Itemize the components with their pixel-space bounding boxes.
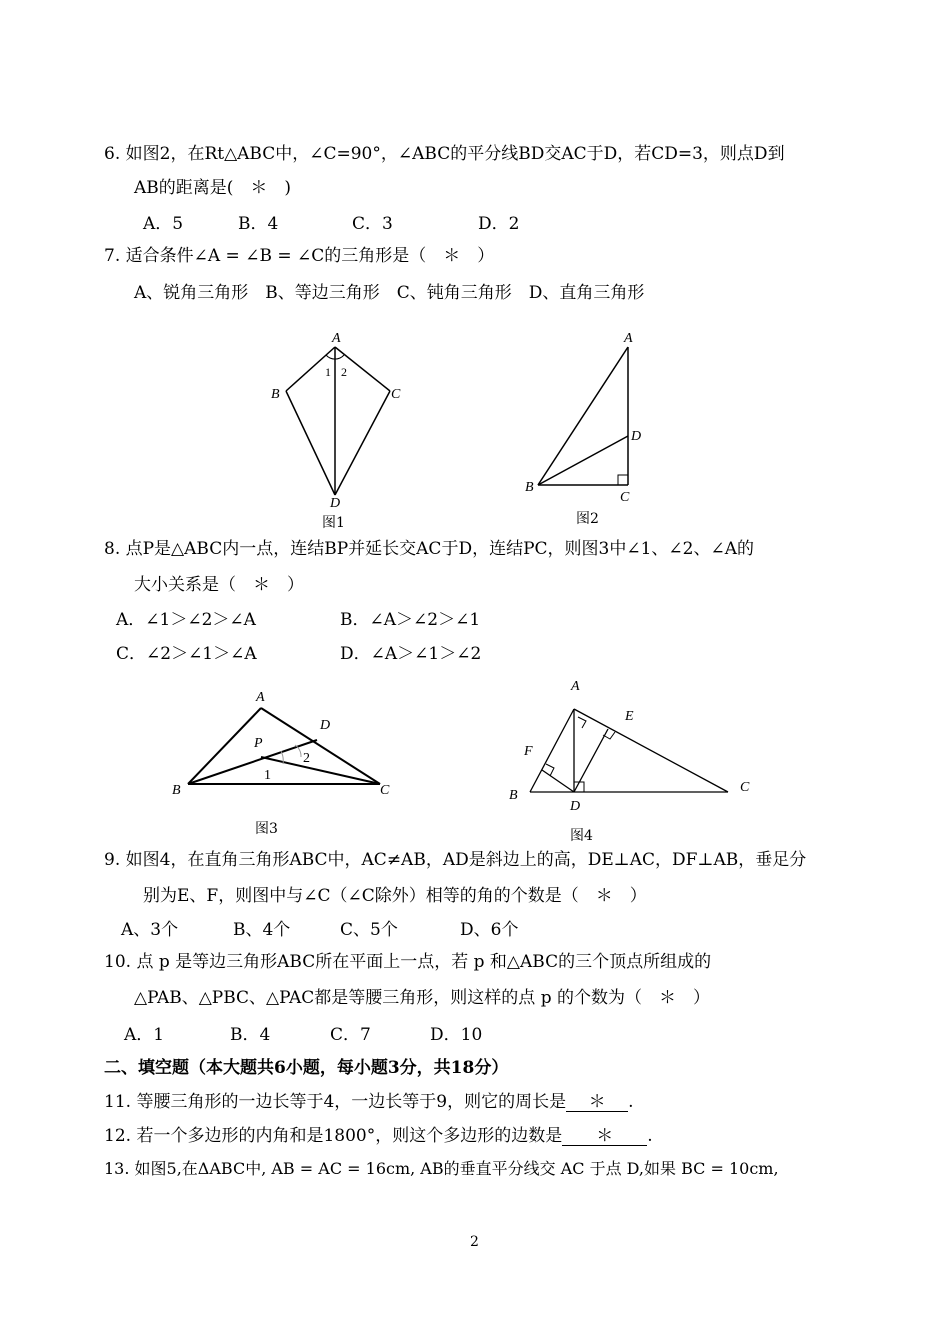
q9-option-d: D、6个: [460, 920, 519, 940]
q10-option-d: D．10: [430, 1025, 483, 1045]
fig3-edge-pc: [261, 757, 380, 784]
q8-line2: 大小关系是（ ＊ ）: [134, 575, 304, 595]
fig4-right-angle-a: [578, 717, 586, 728]
fig1-label-c: C: [391, 387, 401, 402]
q10-line2: △PAB、△PBC、△PAC都是等腰三角形，则这样的点 p 的个数为（ ＊ ）: [134, 988, 710, 1008]
fig4-label-b: B: [509, 788, 518, 803]
section2-title: 二、填空题（本大题共6小题，每小题3分，共18分）: [104, 1058, 509, 1078]
q7-options: A、锐角三角形 B、等边三角形 C、钝角三角形 D、直角三角形: [134, 283, 645, 303]
q6-option-d: D．2: [478, 214, 520, 234]
q11-blank: [566, 1093, 628, 1112]
q10-option-c: C．7: [330, 1025, 371, 1045]
fig4-right-angle-e: [603, 732, 615, 739]
q12-blank-mark: ＊: [596, 1126, 614, 1146]
q10-option-b: B．4: [230, 1025, 271, 1045]
q7-line1: 7. 适合条件∠A = ∠B = ∠C的三角形是（ ＊ ）: [104, 246, 495, 266]
fig3-label-p: P: [254, 736, 263, 751]
q11-period: .: [628, 1092, 634, 1112]
q8-option-c: C．∠2＞∠1＞∠A: [116, 644, 257, 664]
figure-3: [165, 685, 405, 805]
fig3-label-b: B: [172, 783, 181, 798]
q11-line: [104, 1091, 633, 1113]
fig1-label-d: D: [330, 496, 341, 511]
q8-line1: 8. 点P是△ABC内一点，连结BP并延长交AC于D，连结PC，则图3中∠1、∠2、∠A的: [104, 539, 754, 559]
fig2-label-d: D: [631, 429, 642, 444]
q8-option-b: B．∠A＞∠2＞∠1: [340, 610, 481, 630]
fig3-caption: 图3: [255, 821, 278, 837]
figure-4: [500, 672, 770, 820]
q9-option-c: C、5个: [340, 920, 398, 940]
fig2-label-c: C: [620, 490, 630, 505]
q10-option-a: A．1: [124, 1025, 165, 1045]
q6-option-b: B．4: [238, 214, 279, 234]
q6-option-c: C．3: [352, 214, 393, 234]
fig3-label-a: A: [256, 690, 265, 705]
fig4-edge-de: [574, 729, 608, 792]
fig3-label-c: C: [380, 783, 390, 798]
fig4-label-f: F: [524, 744, 533, 759]
fig2-caption: 图2: [576, 511, 599, 527]
fig3-label-1: 1: [264, 768, 271, 783]
fig3-label-2: 2: [303, 751, 310, 766]
q9-option-b: B、4个: [233, 920, 291, 940]
figure-1: [260, 325, 420, 535]
q8-option-a: A．∠1＞∠2＞∠A: [116, 610, 256, 630]
q6-line1: 6. 如图2，在Rt△ABC中，∠C=90°，∠ABC的平分线BD交AC于D，若CD=3，则点D到: [104, 144, 785, 164]
q12-blank: [562, 1127, 647, 1146]
page-number: 2: [470, 1234, 479, 1250]
fig1-label-a: A: [332, 331, 341, 346]
fig4-label-d: D: [570, 799, 581, 814]
fig4-edge-ab: [530, 709, 574, 792]
q11-text: 11. 等腰三角形的一边长等于4，一边长等于9，则它的周长是: [104, 1092, 567, 1112]
q12-line: [104, 1125, 653, 1147]
fig4-label-a: A: [571, 679, 580, 694]
q9-option-a: A、3个: [121, 920, 179, 940]
q6-option-a: A．5: [143, 214, 184, 234]
q13-line: 13. 如图5,在ΔABC中, AB = AC = 16cm, AB的垂直平分线交 AC 于点 D,如果 BC = 10cm,: [104, 1159, 779, 1178]
fig2-edge-ab: [538, 347, 628, 485]
fig3-label-d: D: [320, 718, 331, 733]
q8-option-d: D．∠A＞∠1＞∠2: [340, 644, 482, 664]
fig1-caption: 图1: [322, 515, 345, 531]
fig1-label-1: 1: [325, 365, 331, 379]
q11-blank-mark: ＊: [588, 1092, 606, 1112]
fig2-label-a: A: [624, 331, 633, 346]
fig4-label-e: E: [625, 709, 634, 724]
q6-line2: AB的距离是( ＊ ): [134, 178, 292, 198]
q10-line1: 10. 点 p 是等边三角形ABC所在平面上一点，若 p 和△ABC的三个顶点所组成的: [104, 952, 712, 972]
fig2-edge-bd: [538, 436, 628, 485]
q12-period: .: [647, 1126, 653, 1146]
fig4-label-c: C: [740, 780, 750, 795]
fig1-edge-cd: [335, 391, 390, 495]
q12-text: 12. 若一个多边形的内角和是1800°，则这个多边形的边数是: [104, 1126, 563, 1146]
fig1-label-b: B: [271, 387, 280, 402]
q9-line1: 9. 如图4，在直角三角形ABC中，AC≠AB，AD是斜边上的高，DE⊥AC，DF⊥AB，垂足分: [104, 850, 807, 870]
fig4-caption: 图4: [570, 828, 593, 844]
q9-line2: 别为E、F，则图中与∠C（∠C除外）相等的角的个数是（ ＊ ）: [143, 886, 647, 906]
figure-2: [520, 325, 660, 510]
fig1-edge-bd: [286, 391, 335, 495]
fig4-edge-df: [542, 770, 574, 792]
fig2-right-angle: [618, 475, 628, 485]
fig1-label-2: 2: [341, 365, 347, 379]
fig2-label-b: B: [525, 480, 534, 495]
